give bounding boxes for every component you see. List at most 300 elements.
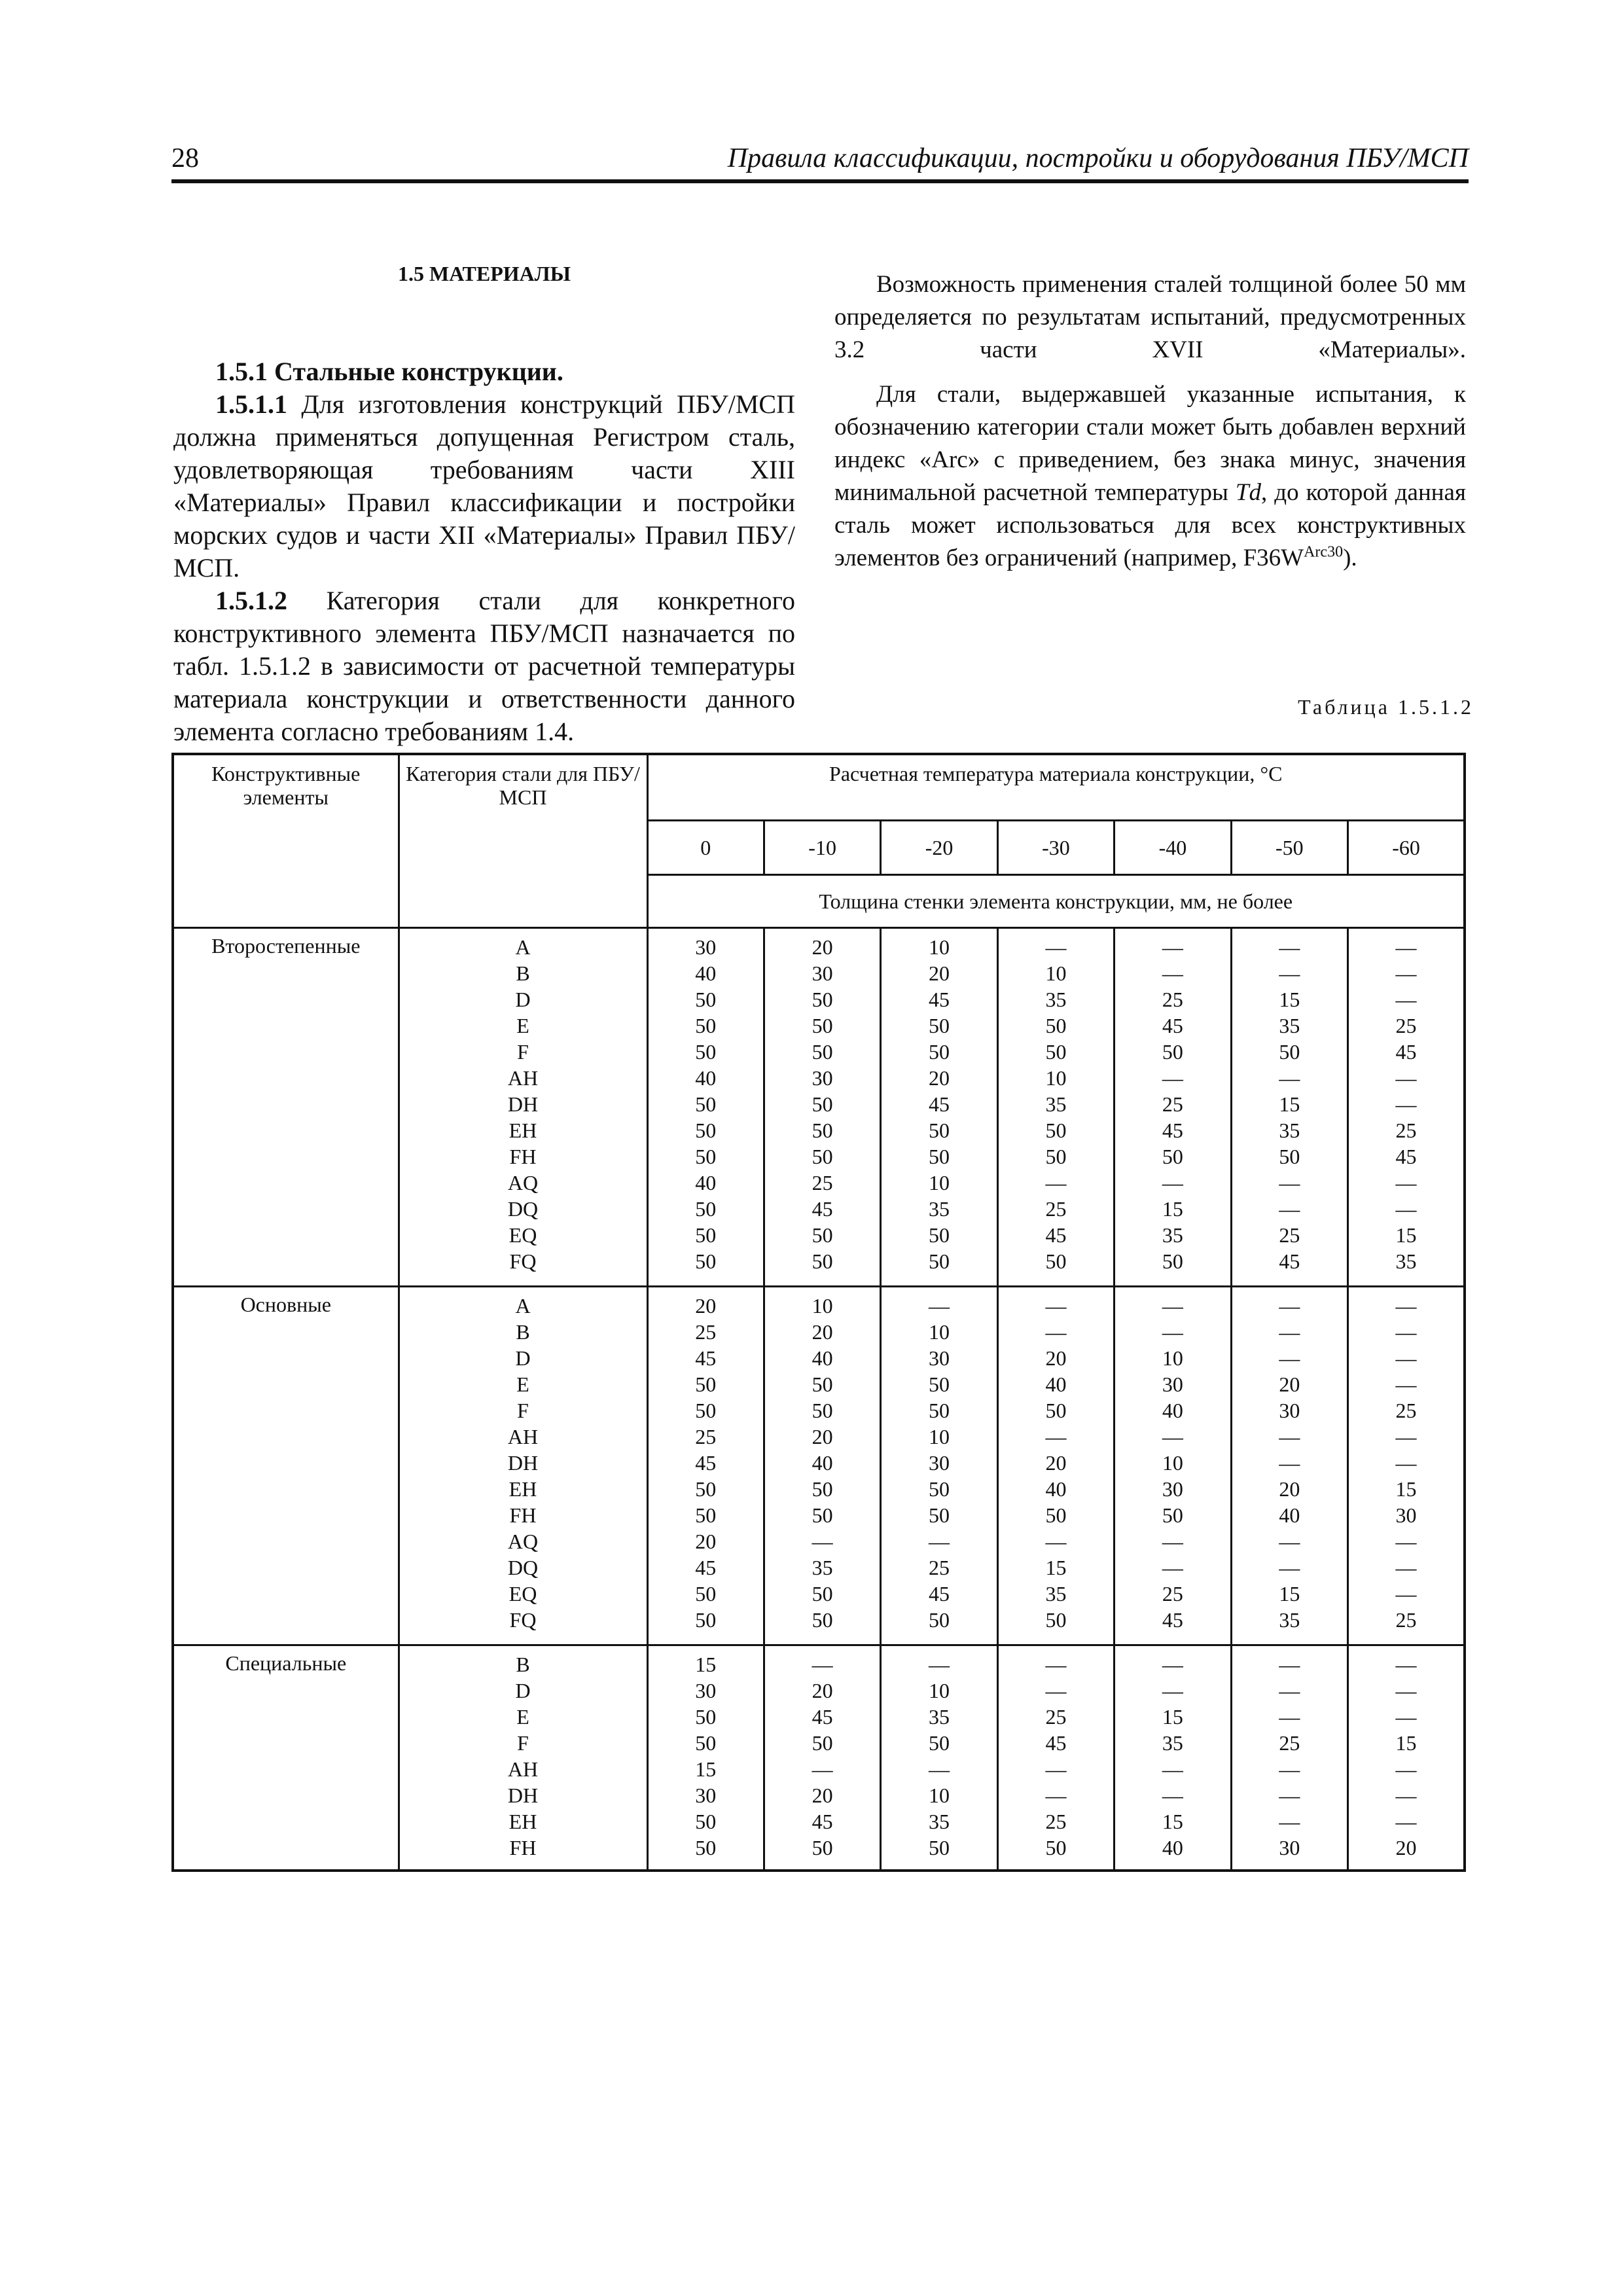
thickness-value: 30	[1162, 1477, 1183, 1501]
thickness-value: —	[1395, 1320, 1417, 1344]
thickness-value: 15	[695, 1653, 717, 1677]
thickness-value: 15	[1162, 1810, 1183, 1834]
thickness-value: 50	[812, 1014, 833, 1037]
thickness-value: 30	[695, 1679, 717, 1703]
thickness-value: 35	[929, 1197, 950, 1221]
thickness-value: 20	[812, 1784, 833, 1808]
paragraph-text: ).	[1343, 545, 1357, 571]
thickness-value: 50	[929, 1014, 950, 1037]
thickness-value: 10	[1162, 1451, 1183, 1475]
thickness-value: 50	[929, 1040, 950, 1064]
thickness-value: —	[1045, 1653, 1067, 1677]
thickness-value: 50	[695, 1503, 717, 1528]
thickness-cell	[1231, 928, 1347, 1287]
thickness-value: —	[1279, 1197, 1300, 1221]
thickness-value: —	[812, 1757, 833, 1782]
thickness-value: —	[1279, 1705, 1300, 1729]
thickness-value: —	[929, 1757, 950, 1782]
group-name: Основные	[173, 1287, 399, 1645]
thickness-value: 25	[1395, 1608, 1417, 1632]
thickness-value: 50	[1162, 1145, 1183, 1168]
thickness-value: 10	[929, 935, 950, 959]
thickness-value: —	[1279, 1346, 1300, 1371]
steel-category: EH	[508, 1810, 537, 1834]
thickness-value: —	[1395, 1197, 1417, 1221]
steel-category: AQ	[507, 1171, 539, 1194]
thickness-value: 50	[695, 1372, 717, 1397]
thickness-value: —	[1162, 1556, 1183, 1580]
thickness-value: 50	[695, 1399, 717, 1423]
thickness-value: —	[1395, 1705, 1417, 1729]
paragraph-text: Категория стали для конкретного конструктивного элемента ПБУ/МСП назначается по табл. 1.5.1.2 в зависимости от расчетной температуры материала конструкции и ответственности данного элемента согласно требованиям 1.4.	[173, 586, 795, 746]
thickness-value: —	[1395, 1346, 1417, 1371]
steel-category: E	[516, 1705, 529, 1729]
thickness-value: —	[1162, 935, 1183, 959]
thickness-value: 50	[929, 1223, 950, 1247]
thickness-value: 45	[929, 1582, 950, 1606]
thickness-value: 25	[1162, 1582, 1183, 1606]
thickness-value: 50	[1045, 1608, 1067, 1632]
right-column	[834, 257, 1466, 575]
thickness-value: —	[1162, 1066, 1183, 1090]
thickness-cell	[997, 1645, 1114, 1871]
temperature-header: -30	[997, 821, 1114, 875]
thickness-value: 50	[1162, 1040, 1183, 1064]
steel-category: E	[516, 1372, 529, 1397]
thickness-value: 20	[1279, 1477, 1300, 1501]
steel-category: B	[516, 1653, 530, 1677]
td-symbol: Td	[1235, 479, 1261, 506]
thickness-value: —	[1045, 1784, 1067, 1808]
paragraph-text: Для стали, выдержавшей указанные испытания, к обозначению категории стали может быть добавлен верхний индекс «Arc» с приведением, без знака минус, значения минимальной расчетной температуры	[834, 381, 1466, 506]
thickness-value: 20	[695, 1530, 717, 1554]
thickness-value: —	[1279, 1810, 1300, 1834]
thickness-cell	[1115, 1645, 1231, 1871]
thickness-value: 25	[1162, 1092, 1183, 1116]
thickness-value: —	[1279, 935, 1300, 959]
table-caption: Таблица 1.5.1.2	[1298, 695, 1474, 719]
thickness-value: 50	[695, 1040, 717, 1064]
steel-category: DQ	[507, 1556, 539, 1580]
thickness-value: —	[1045, 1757, 1067, 1782]
thickness-value: 50	[1045, 1399, 1067, 1423]
thickness-value: 15	[1279, 1582, 1300, 1606]
thickness-value: 45	[929, 988, 950, 1011]
thickness-value: 50	[812, 1372, 833, 1397]
steel-category: F	[517, 1731, 529, 1755]
steel-category: A	[515, 1294, 531, 1318]
thickness-value: 50	[695, 1092, 717, 1116]
thickness-value: 25	[1045, 1197, 1067, 1221]
steel-category: EQ	[508, 1582, 537, 1606]
thickness-value: 10	[812, 1294, 833, 1318]
thickness-value: 50	[812, 1040, 833, 1064]
thickness-value: —	[1162, 1425, 1183, 1449]
thickness-value: 15	[1279, 988, 1300, 1011]
thickness-value: 10	[1162, 1346, 1183, 1371]
steel-category: AH	[507, 1425, 539, 1449]
thickness-value: —	[1045, 1320, 1067, 1344]
steel-category: FH	[509, 1503, 537, 1528]
thickness-value: 25	[1395, 1014, 1417, 1037]
thickness-value: 45	[1395, 1040, 1417, 1064]
thickness-value: 50	[812, 1092, 833, 1116]
thickness-value: 40	[812, 1346, 833, 1371]
thickness-value: 50	[695, 1197, 717, 1221]
thickness-value: —	[1395, 988, 1417, 1011]
steel-category: DH	[507, 1092, 539, 1116]
thickness-value: 50	[812, 1249, 833, 1273]
thickness-value: 50	[695, 1014, 717, 1037]
thickness-value: 50	[929, 1608, 950, 1632]
thickness-cell	[997, 928, 1114, 1287]
thickness-value: 30	[929, 1451, 950, 1475]
thickness-value: —	[1162, 1784, 1183, 1808]
thickness-value: 50	[695, 1705, 717, 1729]
temperature-header: -10	[764, 821, 880, 875]
running-title: Правила классификации, постройки и оборудования ПБУ/МСП	[727, 143, 1469, 173]
thickness-value: —	[1395, 1372, 1417, 1397]
thickness-value: 45	[1045, 1731, 1067, 1755]
thickness-value: 35	[1045, 1092, 1067, 1116]
steel-category: AQ	[507, 1530, 539, 1554]
thickness-value: 30	[1162, 1372, 1183, 1397]
thickness-value: —	[1045, 1294, 1067, 1318]
thickness-value: —	[1279, 1556, 1300, 1580]
thickness-value: 25	[1162, 988, 1183, 1011]
thickness-value: 50	[812, 988, 833, 1011]
thickness-value: 25	[1279, 1223, 1300, 1247]
thickness-value: 50	[929, 1477, 950, 1501]
thickness-value: 25	[1045, 1810, 1067, 1834]
thickness-value: —	[1162, 1653, 1183, 1677]
paragraph-number: 1.5.1.2	[215, 586, 287, 615]
thickness-value: 50	[1162, 1503, 1183, 1528]
thickness-value: 30	[812, 1066, 833, 1090]
steel-category: E	[516, 1014, 529, 1037]
thickness-value: 40	[1045, 1477, 1067, 1501]
page-header	[171, 137, 1469, 183]
thickness-value: 25	[1395, 1119, 1417, 1142]
thickness-value: 30	[1279, 1399, 1300, 1423]
thickness-cell	[647, 1287, 764, 1645]
thickness-value: 20	[812, 1320, 833, 1344]
thickness-value: 30	[695, 1784, 717, 1808]
thickness-value: —	[1279, 1653, 1300, 1677]
page-number: 28	[171, 143, 199, 173]
thickness-value: —	[1395, 1530, 1417, 1554]
paragraph-1-5-1-1	[173, 388, 795, 584]
thickness-value: —	[1395, 1679, 1417, 1703]
thickness-value: —	[929, 1653, 950, 1677]
thickness-value: 10	[929, 1425, 950, 1449]
thickness-value: 45	[1162, 1014, 1183, 1037]
thickness-value: —	[1162, 961, 1183, 985]
thickness-value: 35	[1279, 1014, 1300, 1037]
steel-category: F	[517, 1040, 529, 1064]
thickness-value: 50	[812, 1582, 833, 1606]
thickness-value: 15	[1045, 1556, 1067, 1580]
thickness-value: —	[1395, 1451, 1417, 1475]
thickness-value: 50	[812, 1608, 833, 1632]
thickness-value: 15	[695, 1757, 717, 1782]
thickness-value: 30	[1279, 1836, 1300, 1860]
thickness-value: 50	[812, 1145, 833, 1168]
thickness-value: —	[1395, 961, 1417, 985]
thickness-value: —	[1395, 1092, 1417, 1116]
thickness-value: 20	[1395, 1836, 1417, 1860]
thickness-value: 25	[695, 1320, 717, 1344]
paragraph-possibility: Возможность применения сталей толщиной более 50 мм определяется по результатам испытаний, предусмотренных 3.2 части XVII «Материалы».	[834, 271, 1466, 363]
thickness-value: 20	[929, 961, 950, 985]
thickness-cell	[764, 1645, 880, 1871]
steel-category: F	[517, 1399, 529, 1423]
thickness-value: 50	[695, 1145, 717, 1168]
thickness-cell	[1231, 1645, 1347, 1871]
thickness-value: —	[1279, 961, 1300, 985]
steel-category: FQ	[509, 1608, 537, 1632]
thickness-value: 40	[812, 1451, 833, 1475]
thickness-value: 50	[695, 1223, 717, 1247]
thickness-value: 35	[1045, 1582, 1067, 1606]
thickness-value: 50	[1045, 1119, 1067, 1142]
thickness-value: 10	[929, 1784, 950, 1808]
thickness-value: 50	[1045, 1145, 1067, 1168]
thickness-value: 45	[695, 1451, 717, 1475]
left-column	[173, 262, 795, 748]
thickness-value: 45	[812, 1705, 833, 1729]
thickness-value: 40	[1162, 1836, 1183, 1860]
thickness-value: —	[1395, 1171, 1417, 1194]
thickness-value: 30	[929, 1346, 950, 1371]
thickness-value: 50	[929, 1399, 950, 1423]
thickness-value: —	[1279, 1784, 1300, 1808]
thickness-value: 20	[812, 935, 833, 959]
temperature-header: 0	[647, 821, 764, 875]
thickness-value: 40	[1162, 1399, 1183, 1423]
thickness-value: —	[812, 1653, 833, 1677]
thickness-value: 50	[1045, 1014, 1067, 1037]
thickness-value: —	[929, 1530, 950, 1554]
thickness-value: 50	[695, 1608, 717, 1632]
thickness-value: 45	[1395, 1145, 1417, 1168]
paragraph-number: 1.5.1.1	[215, 389, 287, 419]
thickness-value: —	[1395, 1556, 1417, 1580]
thickness-value: —	[1045, 1425, 1067, 1449]
thickness-value: —	[1162, 1757, 1183, 1782]
thickness-value: —	[1395, 1294, 1417, 1318]
thickness-value: 50	[695, 1731, 717, 1755]
thickness-value: 50	[1279, 1040, 1300, 1064]
thickness-value: 50	[812, 1731, 833, 1755]
thickness-value: —	[1162, 1679, 1183, 1703]
thickness-value: 50	[1279, 1145, 1300, 1168]
steel-category: B	[516, 1320, 530, 1344]
thickness-value: —	[929, 1294, 950, 1318]
thickness-value: 15	[1395, 1223, 1417, 1247]
steel-category: FQ	[509, 1249, 537, 1273]
group-name: Второстепенные	[173, 928, 399, 1287]
arc-superscript: Arc30	[1304, 543, 1344, 561]
thickness-value: —	[1395, 1066, 1417, 1090]
thickness-value: 50	[1045, 1503, 1067, 1528]
temperature-header: -50	[1231, 821, 1347, 875]
thickness-value: 35	[1045, 988, 1067, 1011]
thickness-value: 35	[929, 1810, 950, 1834]
thickness-cell	[764, 928, 880, 1287]
subsection-title: 1.5.1 Стальные конструкции.	[215, 357, 563, 386]
thickness-cell	[881, 1287, 997, 1645]
table-row	[173, 1645, 1465, 1871]
thickness-value: 45	[929, 1092, 950, 1116]
steel-category: D	[515, 1679, 531, 1703]
thickness-value: —	[1279, 1320, 1300, 1344]
thickness-value: 15	[1162, 1197, 1183, 1221]
steel-category: FH	[509, 1145, 537, 1168]
thickness-value: 20	[812, 1425, 833, 1449]
thickness-value: 15	[1279, 1092, 1300, 1116]
thickness-value: 25	[1279, 1731, 1300, 1755]
thickness-value: 25	[929, 1556, 950, 1580]
thickness-value: —	[1279, 1757, 1300, 1782]
thickness-value: 35	[1395, 1249, 1417, 1273]
thickness-value: 35	[929, 1705, 950, 1729]
thickness-value: 50	[812, 1119, 833, 1142]
section-title: 1.5 МАТЕРИАЛЫ	[398, 262, 571, 285]
thickness-value: —	[1395, 935, 1417, 959]
thickness-value: 50	[1045, 1836, 1067, 1860]
steel-category: B	[516, 961, 530, 985]
thickness-value: 25	[812, 1171, 833, 1194]
steel-category: DQ	[507, 1197, 539, 1221]
thickness-value: 50	[929, 1503, 950, 1528]
thickness-value: 45	[812, 1810, 833, 1834]
header-design-temperature: Расчетная температура материала конструкции, °С	[647, 754, 1465, 821]
thickness-value: 20	[1045, 1346, 1067, 1371]
temperature-header: -40	[1115, 821, 1231, 875]
thickness-value: —	[1162, 1294, 1183, 1318]
group-name: Специальные	[173, 1645, 399, 1871]
thickness-value: 50	[812, 1477, 833, 1501]
steel-category: EH	[508, 1119, 537, 1142]
thickness-value: —	[1279, 1451, 1300, 1475]
thickness-value: 45	[1162, 1119, 1183, 1142]
steel-category: EH	[508, 1477, 537, 1501]
thickness-value: —	[1395, 1784, 1417, 1808]
thickness-value: 50	[1045, 1249, 1067, 1273]
thickness-value: 50	[695, 1836, 717, 1860]
thickness-value: 30	[695, 935, 717, 959]
thickness-value: —	[1279, 1066, 1300, 1090]
thickness-value: 50	[812, 1223, 833, 1247]
thickness-value: 10	[1045, 961, 1067, 985]
thickness-value: —	[1045, 1679, 1067, 1703]
table-body	[173, 928, 1465, 1871]
steel-category: D	[515, 988, 531, 1011]
thickness-value: 40	[1045, 1372, 1067, 1397]
temperature-header: -20	[881, 821, 997, 875]
thickness-cell	[647, 1645, 764, 1871]
thickness-value: 10	[929, 1320, 950, 1344]
header-steel-category: Категория стали для ПБУ/МСП	[399, 754, 647, 928]
thickness-value: —	[1279, 1294, 1300, 1318]
thickness-value: 15	[1395, 1477, 1417, 1501]
thickness-cell	[997, 1287, 1114, 1645]
thickness-value: —	[1162, 1530, 1183, 1554]
thickness-value: —	[1045, 935, 1067, 959]
steel-category: A	[515, 935, 531, 959]
thickness-value: 40	[695, 961, 717, 985]
thickness-value: 35	[1162, 1731, 1183, 1755]
thickness-value: 35	[1162, 1223, 1183, 1247]
thickness-value: —	[1279, 1171, 1300, 1194]
thickness-value: 50	[812, 1503, 833, 1528]
category-cell	[399, 1287, 647, 1645]
thickness-value: —	[1279, 1679, 1300, 1703]
thickness-value: 40	[695, 1171, 717, 1194]
thickness-value: 20	[695, 1294, 717, 1318]
thickness-value: 50	[812, 1836, 833, 1860]
thickness-value: 50	[695, 1477, 717, 1501]
steel-category: AH	[507, 1066, 539, 1090]
table-row	[173, 1287, 1465, 1645]
thickness-value: —	[1395, 1757, 1417, 1782]
thickness-value: 15	[1162, 1705, 1183, 1729]
thickness-value: 50	[1162, 1249, 1183, 1273]
thickness-value: 45	[1162, 1608, 1183, 1632]
thickness-value: 50	[929, 1249, 950, 1273]
thickness-value: 45	[695, 1556, 717, 1580]
thickness-value: —	[1395, 1425, 1417, 1449]
thickness-value: —	[1045, 1171, 1067, 1194]
thickness-value: 35	[1279, 1608, 1300, 1632]
thickness-value: —	[1279, 1530, 1300, 1554]
thickness-value: 50	[1045, 1040, 1067, 1064]
thickness-value: 25	[1395, 1399, 1417, 1423]
thickness-value: 50	[812, 1399, 833, 1423]
thickness-value: 25	[1045, 1705, 1067, 1729]
thickness-value: 40	[695, 1066, 717, 1090]
thickness-value: 30	[812, 961, 833, 985]
thickness-value: 30	[1395, 1503, 1417, 1528]
thickness-cell	[1115, 928, 1231, 1287]
thickness-value: 50	[695, 988, 717, 1011]
thickness-cell	[647, 928, 764, 1287]
steel-category: FH	[509, 1836, 537, 1860]
thickness-value: 10	[929, 1679, 950, 1703]
paragraph-text: Для изготовления конструкций ПБУ/МСП должна применяться допущенная Регистром сталь, удовлетворяющая требованиям части XIII «Материалы» Правил классификации и постройки морских судов и части XII «Материалы» Правил ПБУ/МСП.	[173, 389, 795, 583]
paragraph-text: , до которой данная сталь может использоваться для всех конструктивных элементов без ограничений (например, F36W	[834, 479, 1466, 571]
thickness-value: 10	[1045, 1066, 1067, 1090]
steel-category: EQ	[508, 1223, 537, 1247]
thickness-value: 50	[929, 1731, 950, 1755]
header-wall-thickness: Толщина стенки элемента конструкции, мм, не более	[647, 875, 1465, 928]
thickness-cell	[1115, 1287, 1231, 1645]
thickness-value: 20	[812, 1679, 833, 1703]
temperature-header: -60	[1348, 821, 1465, 875]
thickness-value: 45	[1045, 1223, 1067, 1247]
thickness-value: 45	[695, 1346, 717, 1371]
thickness-value: 10	[929, 1171, 950, 1194]
thickness-cell	[1231, 1287, 1347, 1645]
steel-category: DH	[507, 1784, 539, 1808]
header-structural-elements: Конструктивные элементы	[173, 754, 399, 928]
thickness-value: —	[1162, 1171, 1183, 1194]
category-cell	[399, 1645, 647, 1871]
thickness-cell	[1348, 1645, 1465, 1871]
thickness-value: 20	[1279, 1372, 1300, 1397]
thickness-value: —	[1162, 1320, 1183, 1344]
